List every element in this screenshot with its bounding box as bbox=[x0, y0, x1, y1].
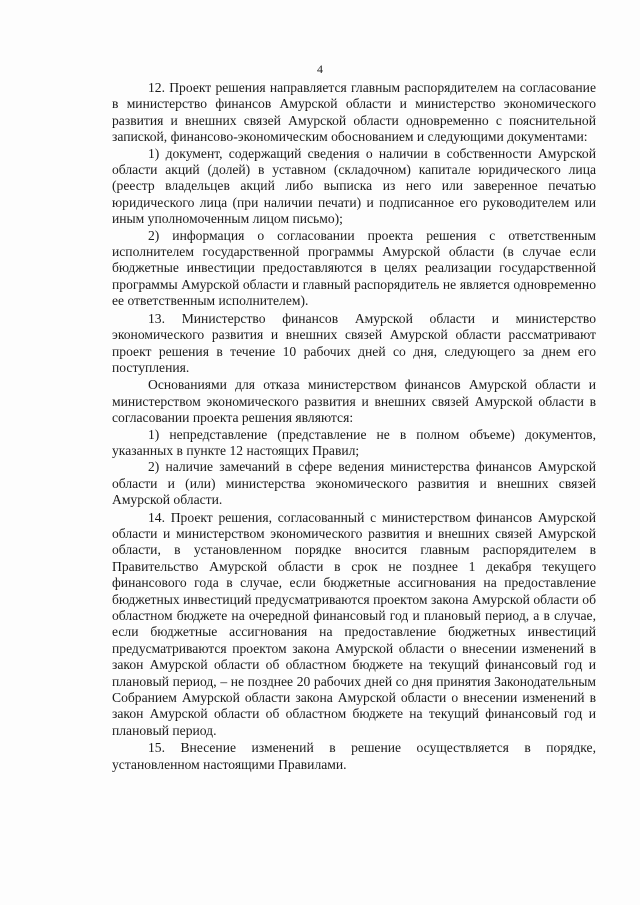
paragraph-refusal-item-2: 2) наличие замечаний в сфере ведения министерства финансов Амурской области и (или) министерства экономического развития и внешних связей Амурской области. bbox=[112, 459, 596, 508]
paragraph-refusal-grounds: Основаниями для отказа министерством финансов Амурской области и министерством экономического развития и внешних связей Амурской области в согласовании проекта решения являются: bbox=[112, 377, 596, 426]
paragraph-15: 15. Внесение изменений в решение осуществляется в порядке, установленном настоящими Правилами. bbox=[112, 740, 596, 772]
paragraph-12: 12. Проект решения направляется главным распорядителем на согласование в министерство финансов Амурской области и министерство экономического развития и внешних связей Амурской области одновременно с пояснительной запиской, финансово-экономическим обоснованием и следующими документами: bbox=[112, 80, 596, 145]
paragraph-13: 13. Министерство финансов Амурской области и министерство экономического развития и внешних связей Амурской области рассматривают проект решения в течение 10 рабочих дней со дня, следующего за днем его поступления. bbox=[112, 310, 596, 375]
paragraph-refusal-item-1: 1) непредставление (представление не в полном объеме) документов, указанных в пункте 12 настоящих Правил; bbox=[112, 426, 596, 458]
page-number: 4 bbox=[317, 62, 323, 76]
paragraph-12-item-1: 1) документ, содержащий сведения о наличии в собственности Амурской области акций (долей) в уставном (складочном) капитале юридического лица (реестр владельцев акций либо выписка из него или заверенное печатью юридического лица (при наличии печати) и подписанное его руководителем или иным уполномоченным лицом письмо); bbox=[112, 145, 596, 227]
paragraph-12-item-2: 2) информация о согласовании проекта решения с ответственным исполнителем государственной программы Амурской области (в случае если бюджетные инвестиции предоставляются в целях реализации государственной программы Амурской области и главный распорядитель не является одновременно ее ответственным исполнителем). bbox=[112, 227, 596, 309]
document-body bbox=[112, 80, 596, 773]
paragraph-14: 14. Проект решения, согласованный с министерством финансов Амурской области и министерством экономического развития и внешних связей Амурской области, в установленном порядке вносится главным распорядителем в Правительство Амурской области в срок не позднее 1 декабря текущего финансового года в случае, если бюджетные ассигнования на предоставление бюджетных инвестиций предусматриваются проектом закона Амурской области об областном бюджете на очередной финансовый год и плановый период, а в случае, если бюджетные ассигнования на предоставление бюджетных инвестиций предусматриваются проектом закона Амурской области о внесении изменений в закон Амурской области об областном бюджете на текущий финансовый год и плановый период, – не позднее 20 рабочих дней со дня принятия Законодательным Собранием Амурской области закона Амурской области о внесении изменений в закон Амурской области об областном бюджете на текущий финансовый год и плановый период. bbox=[112, 509, 596, 738]
